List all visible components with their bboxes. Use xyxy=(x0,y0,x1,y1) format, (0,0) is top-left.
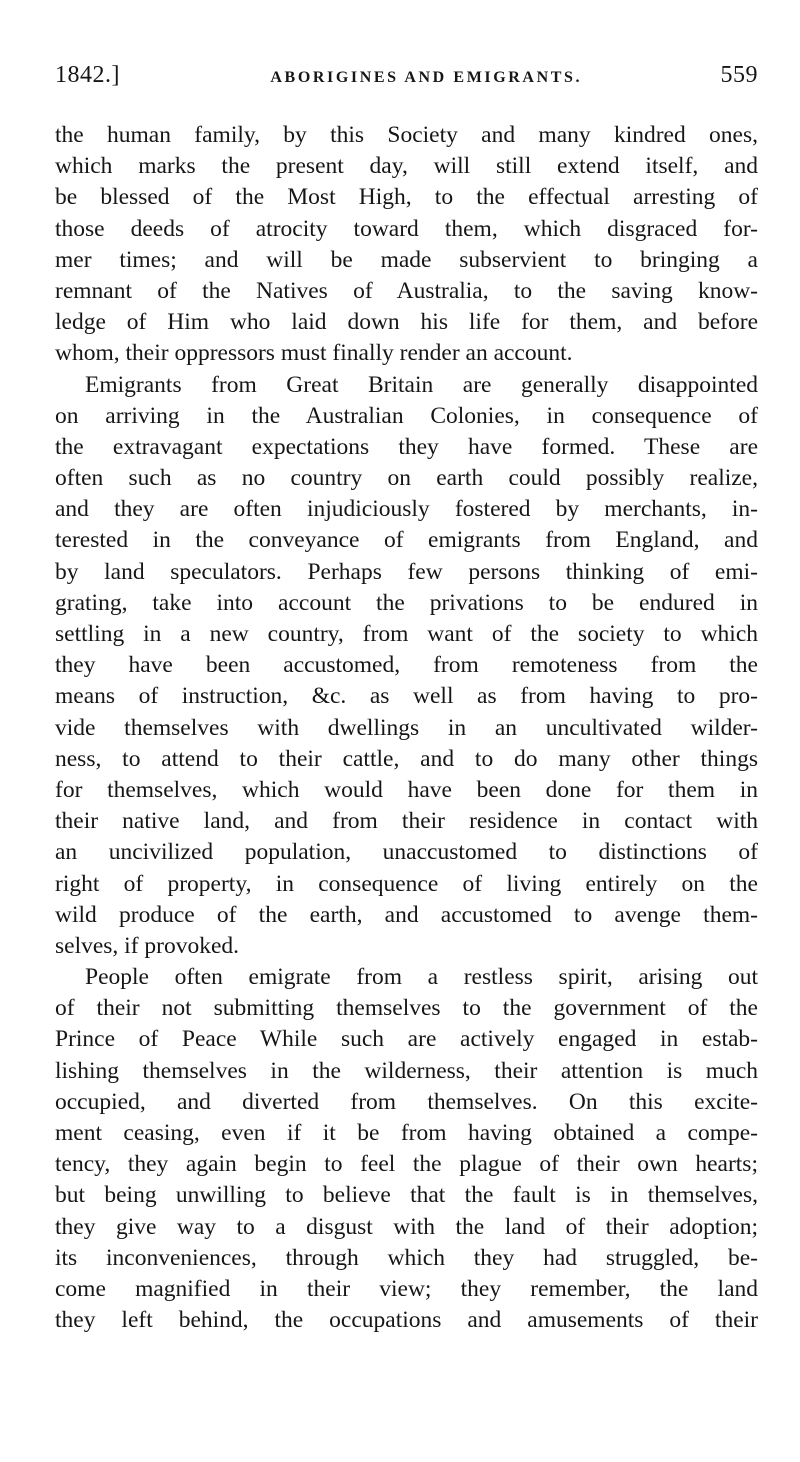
text-line: occupied, and diverted from themselves. On this excite- xyxy=(55,1088,758,1115)
text-line: terested in the conveyance of emigrants from England, and xyxy=(55,527,758,554)
text-line: their native land, and from their residence in contact with xyxy=(55,808,758,835)
text-line: People often emigrate from a restless spirit, arising out xyxy=(85,964,758,991)
running-header xyxy=(55,62,758,98)
text-line: the human family, by this Society and many kindred ones, xyxy=(55,122,758,148)
text-line: means of instruction, &c. as well as from having to pro- xyxy=(55,683,758,710)
text-line: but being unwilling to believe that the fault is in themselves, xyxy=(55,1182,758,1209)
text-line: ment ceasing, even if it be from having obtained a compe- xyxy=(55,1120,758,1146)
body-text xyxy=(55,120,758,1336)
text-line: its inconveniences, through which they had struggled, be- xyxy=(55,1244,758,1271)
text-line: for themselves, which would have been done for them in xyxy=(55,776,758,803)
text-line: Prince of Peace While such are actively engaged in estab- xyxy=(55,1026,758,1053)
text-line: remnant of the Natives of Australia, to the saving know- xyxy=(55,277,758,304)
text-line: right of property, in consequence of living entirely on the xyxy=(55,870,758,897)
text-line: which marks the present day, will still extend itself, and xyxy=(55,153,758,180)
text-line: an uncivilized population, unaccustomed to distinctions of xyxy=(55,839,758,866)
text-line: wild produce of the earth, and accustomed to avenge them- xyxy=(55,901,758,928)
text-line: lishing themselves in the wilderness, their attention is much xyxy=(55,1057,758,1084)
text-line: vide themselves with dwellings in an uncultivated wilder- xyxy=(55,714,758,741)
header-year: 1842.] xyxy=(55,62,120,88)
text-line: grating, take into account the privations to be endured in xyxy=(55,589,758,616)
text-line: Emigrants from Great Britain are generally disappointed xyxy=(85,371,758,398)
text-line: mer times; and will be made subservient to bringing a xyxy=(55,246,758,273)
text-line: settling in a new country, from want of the society to which xyxy=(55,621,758,647)
running-title: ABORIGINES AND EMIGRANTS. xyxy=(270,69,583,86)
text-line: by land speculators. Perhaps few persons thinking of emi- xyxy=(55,558,758,585)
text-line: be blessed of the Most High, to the effectual arresting of xyxy=(55,184,758,211)
text-line: ledge of Him who laid down his life for them, and before xyxy=(55,309,758,336)
text-line: selves, if provoked. xyxy=(55,932,240,959)
text-line: they give way to a disgust with the land of their adoption; xyxy=(55,1213,758,1240)
text-line: those deeds of atrocity toward them, which disgraced for- xyxy=(55,215,758,242)
text-line: they left behind, the occupations and amusements of their xyxy=(55,1307,758,1334)
text-line: on arriving in the Australian Colonies, in consequence of xyxy=(55,402,758,429)
text-line: come magnified in their view; they remember, the land xyxy=(55,1275,758,1302)
book-page xyxy=(55,62,758,1336)
text-line: often such as no country on earth could possibly realize, xyxy=(55,465,758,492)
text-line: ness, to attend to their cattle, and to do many other things xyxy=(55,745,758,772)
text-line: tency, they again begin to feel the plague of their own hearts; xyxy=(55,1151,758,1178)
text-line: and they are often injudiciously fostered by merchants, in- xyxy=(55,496,758,523)
page-number: 559 xyxy=(720,62,758,88)
text-line: whom, their oppressors must finally render an account. xyxy=(55,340,573,367)
text-line: of their not submitting themselves to the government of the xyxy=(55,995,758,1022)
text-line: they have been accustomed, from remoteness from the xyxy=(55,652,758,679)
text-line: the extravagant expectations they have formed. These are xyxy=(55,433,758,460)
